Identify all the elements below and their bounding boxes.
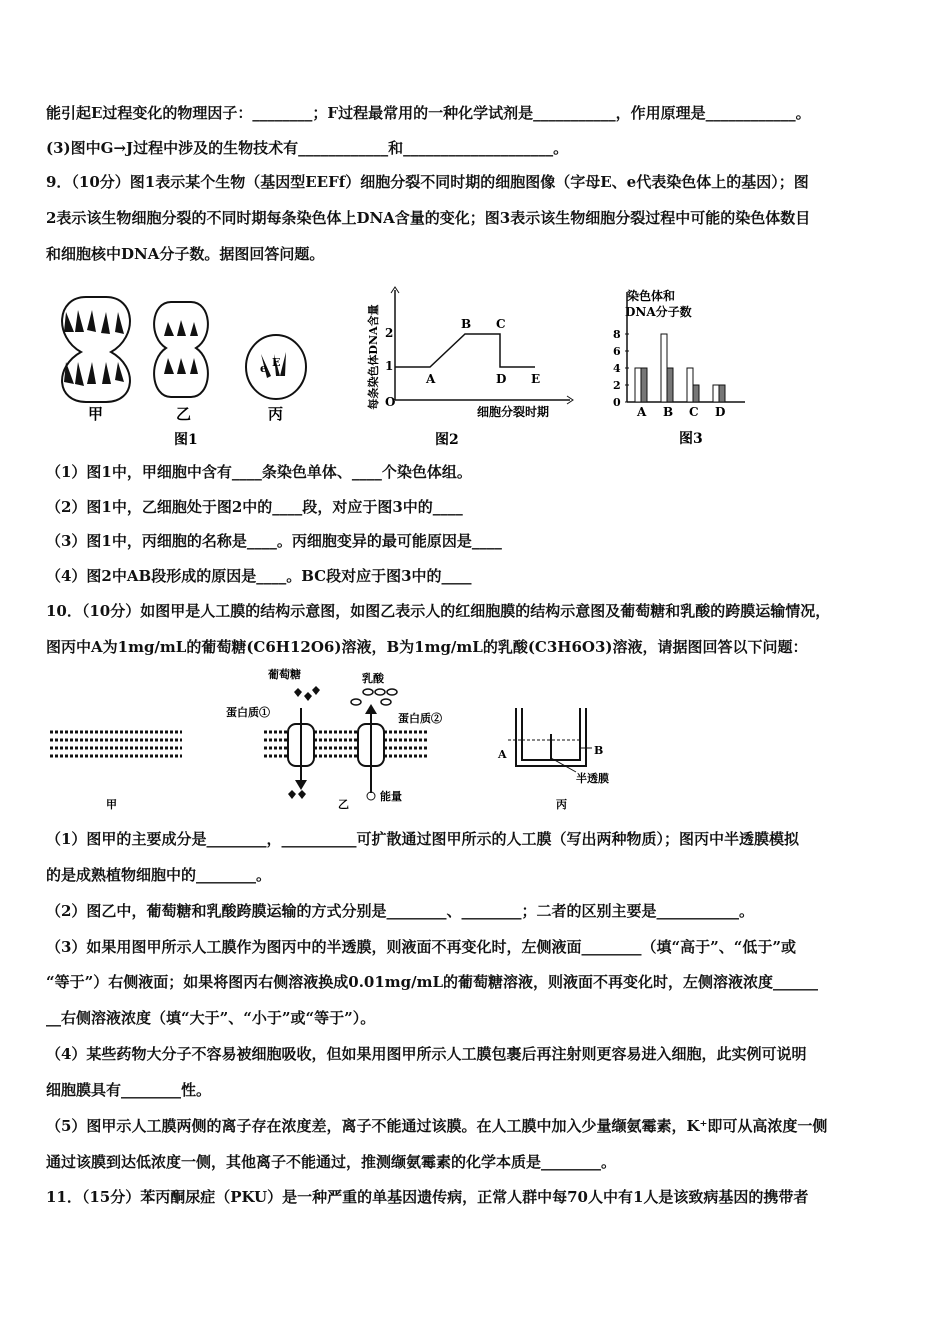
question-10-item-5: 通过该膜到达低浓度一侧，其他离子不能通过，推测缬氨霉素的化学本质是________。	[46, 1153, 617, 1171]
label-bing-10: 丙	[556, 798, 567, 811]
fig2-point-label-B: B	[461, 317, 472, 331]
fig2-point-label-C: C	[496, 317, 506, 331]
question-9-item-1: （1）图1中，甲细胞中含有____条染色单体、____个染色体组。	[46, 463, 472, 481]
fig2-point-label-E: E	[531, 372, 541, 386]
fig2-point-label-D: D	[496, 372, 507, 386]
gene-e: e	[260, 362, 267, 375]
label-jia-10: 甲	[106, 798, 117, 811]
fig3-ylabel-2: DNA分子数	[625, 305, 692, 319]
chromosomes-jia	[64, 310, 124, 386]
lactic-label: 乳酸	[362, 672, 384, 685]
label-jia: 甲	[88, 405, 104, 423]
solution-B-label: B	[594, 744, 604, 757]
protein-1-label: 蛋白质①	[226, 706, 270, 719]
text-line: (3)图中G→J过程中涉及的生物技术有____________和____________________。	[46, 139, 569, 157]
u-tube-bing	[508, 708, 592, 772]
cell-yi	[154, 302, 208, 397]
question-9-item-2: （2）图1中，乙细胞处于图2中的____段，对应于图3中的____	[46, 498, 463, 516]
figure-1-caption: 图1	[174, 432, 198, 448]
fig3-xtick-A: A	[637, 405, 647, 419]
fig2-ylabel	[366, 304, 380, 409]
chromosomes-yi	[164, 320, 198, 374]
question-10-text: 图丙中A为1mg/mL的葡萄糖(C6H12O6)溶液，B为1mg/mL的乳酸(C3H6O3)溶液，请据图回答以下问题：	[46, 638, 808, 656]
question-10-item-3: “等于”）右侧液面；如果将图丙右侧溶液换成0.01mg/mL的葡萄糖溶液，则液面不再变化时，左侧溶液浓度______	[46, 973, 819, 991]
fig2-ytick-2: 2	[385, 326, 394, 340]
lactic-arrow-head	[365, 704, 377, 714]
lactic-molecules	[351, 689, 397, 705]
text-line: 能引起E过程变化的物理因子：________；F过程最常用的一种化学试剂是___________，作用原理是____________。	[46, 104, 811, 122]
figure-2-caption: 图2	[435, 432, 459, 448]
energy-circle	[367, 792, 375, 800]
gene-E: E	[272, 356, 281, 369]
fig3-ylabel-1: 染色体和	[627, 289, 676, 303]
question-9-text: 和细胞核中DNA分子数。据图回答问题。	[46, 245, 325, 263]
artificial-membrane-jia	[50, 728, 182, 758]
glucose-arrow-head	[295, 780, 307, 790]
fig2-ytick-1: 1	[385, 359, 394, 373]
question-10-item-1: 的是成熟植物细胞中的________。	[46, 866, 272, 884]
fig3-bar-B-dna	[667, 368, 673, 402]
fig3-ytick-4: 4	[613, 362, 621, 375]
protein-2-label: 蛋白质②	[398, 712, 442, 725]
figure-10	[46, 668, 646, 816]
fig3-bar-D-dna	[719, 385, 725, 402]
fig2-origin: O	[385, 395, 396, 409]
membrane-label: 半透膜	[576, 772, 609, 785]
fig3-bar-A-dna	[641, 368, 647, 402]
fig2-point-label-A: A	[426, 372, 436, 386]
question-10-item-2: （2）图乙中，葡萄糖和乳酸跨膜运输的方式分别是________、________；二者的区别主要是___________。	[46, 902, 754, 920]
question-10-item-4: （4）某些药物大分子不容易被细胞吸收，但如果用图甲所示人工膜包裹后再注射则更容易进入细胞，此实例可说明	[46, 1045, 807, 1063]
fig3-ytick-6: 6	[613, 345, 621, 358]
label-yi: 乙	[176, 405, 192, 423]
question-10-item-3: __右侧溶液浓度（填“大于”、“小于”或“等于”）。	[46, 1009, 376, 1027]
question-9-text: 2表示该生物细胞分裂的不同时期每条染色体上DNA含量的变化；图3表示该生物细胞分裂过程中可能的染色体数目	[46, 209, 811, 227]
question-10-item-5: （5）图甲示人工膜两侧的离子存在浓度差，离子不能通过该膜。在人工膜中加入少量缬氨霉素，K⁺即可从高浓度一侧	[46, 1117, 828, 1135]
question-11-text: 11．（15分）苯丙酮尿症（PKU）是一种严重的单基因遗传病，正常人群中每70人中有1人是该致病基因的携带者	[46, 1188, 809, 1206]
fig3-xtick-D: D	[715, 405, 726, 419]
fig3-xtick-C: C	[689, 405, 699, 419]
question-10-item-1: （1）图甲的主要成分是________，__________可扩散通过图甲所示的人工膜（写出两种物质）；图丙中半透膜模拟	[46, 830, 799, 848]
red-cell-membrane-yi	[264, 686, 428, 800]
question-10-item-3: （3）如果用图甲所示人工膜作为图丙中的半透膜，则液面不再变化时，左侧液面________（填“高于”、“低于”或	[46, 938, 796, 956]
figure-2	[355, 282, 585, 452]
fig2-ylabel-text: 每条染色体DNA含量	[367, 304, 380, 410]
fig3-bar-B-chromosome	[661, 334, 667, 402]
fig3-bar-C-dna	[693, 385, 699, 402]
fig3-ytick-0: 0	[613, 396, 621, 409]
solution-A-label: A	[498, 748, 507, 761]
fig3-bar-D-chromosome	[713, 385, 719, 402]
fig3-ytick-2: 2	[613, 379, 621, 392]
fig3-bar-A-chromosome	[635, 368, 641, 402]
question-10-text: 10．（10分）如图甲是人工膜的结构示意图，如图乙表示人的红细胞膜的结构示意图及葡萄糖和乳酸的跨膜运输情况，	[46, 602, 831, 620]
question-9-item-4: （4）图2中AB段形成的原因是____。BC段对应于图3中的____	[46, 567, 472, 585]
question-10-item-4: 细胞膜具有________性。	[46, 1081, 212, 1099]
fig3-bar-C-chromosome	[687, 368, 693, 402]
label-bing: 丙	[268, 405, 284, 423]
question-9-item-3: （3）图1中，丙细胞的名称是____。丙细胞变异的最可能原因是____	[46, 532, 502, 550]
label-yi-10: 乙	[338, 798, 349, 811]
fig3-xtick-B: B	[663, 405, 674, 419]
figure-1	[46, 282, 326, 452]
fig2-xlabel: 细胞分裂时期	[477, 405, 550, 419]
figure-3	[605, 286, 750, 452]
fig2-series-line	[395, 334, 535, 367]
cell-jia	[62, 297, 130, 402]
question-9-text: 9．（10分）图1表示某个生物（基因型EEFf）细胞分裂不同时期的细胞图像（字母E、e代表染色体上的基因）；图	[46, 173, 809, 191]
fig3-ytick-8: 8	[613, 328, 621, 341]
figure-3-caption: 图3	[679, 431, 703, 447]
energy-label: 能量	[380, 790, 402, 803]
glucose-label: 葡萄糖	[268, 668, 301, 681]
